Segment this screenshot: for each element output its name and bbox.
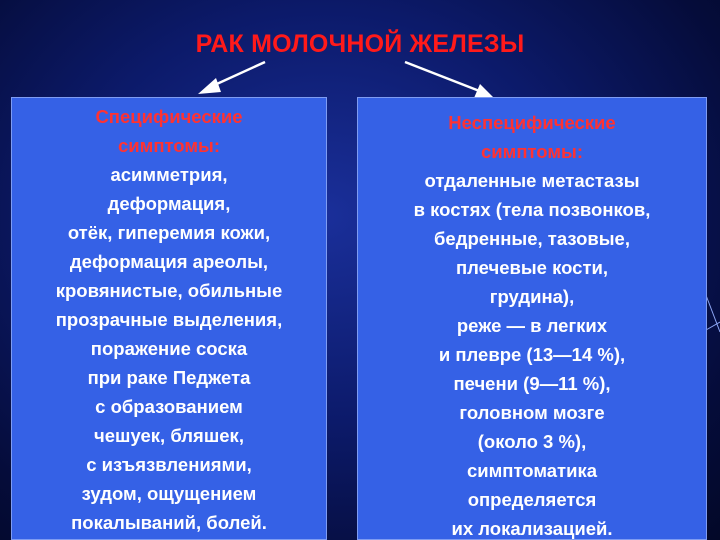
symptom-line: отёк, гиперемия кожи,	[67, 222, 271, 243]
heading-line: Неспецифические	[448, 112, 616, 133]
symptom-line: в костях (тела позвонков,	[413, 199, 651, 220]
nonspecific-symptoms-heading	[358, 108, 706, 166]
symptom-line: отдаленные метастазы	[424, 170, 640, 191]
symptom-line: с изъязвлениями,	[86, 454, 252, 475]
symptom-line: их локализацией.	[451, 518, 613, 539]
symptom-line: кровянистые, обильные	[55, 280, 283, 301]
specific-symptoms-heading	[12, 102, 326, 160]
symptom-line: бедренные, тазовые,	[434, 228, 630, 249]
symptom-line: асимметрия,	[110, 164, 228, 185]
symptom-line: зудом, ощущением	[81, 483, 257, 504]
symptom-line: определяется	[467, 489, 597, 510]
symptom-line: головном мозге	[459, 402, 605, 423]
symptom-line: печени (9—11 %),	[453, 373, 611, 394]
symptom-line: поражение соска	[90, 338, 248, 359]
heading-line: симптомы:	[117, 135, 221, 156]
symptom-line: грудина),	[489, 286, 575, 307]
symptom-line: с образованием	[95, 396, 243, 417]
symptom-line: чешуек, бляшек,	[94, 425, 244, 446]
symptom-line: плечевые кости,	[455, 257, 609, 278]
heading-line: симптомы:	[480, 141, 584, 162]
heading-line: Специфические	[95, 106, 243, 127]
symptom-line: деформация ареолы,	[69, 251, 269, 272]
specific-symptoms-panel	[11, 97, 327, 540]
symptom-line: деформация,	[107, 193, 231, 214]
symptom-line: покалываний, болей.	[71, 512, 267, 533]
symptom-line: и плевре (13—14 %),	[438, 344, 626, 365]
symptom-line: (около 3 %),	[477, 431, 587, 452]
symptom-line: симптоматика	[466, 460, 598, 481]
page-title: РАК МОЛОЧНОЙ ЖЕЛЕЗЫ	[195, 30, 525, 58]
nonspecific-symptoms-panel	[357, 97, 707, 540]
symptom-line: прозрачные выделения,	[55, 309, 283, 330]
symptom-line: при раке Педжета	[87, 367, 251, 388]
symptom-line: реже — в легких	[456, 315, 608, 336]
